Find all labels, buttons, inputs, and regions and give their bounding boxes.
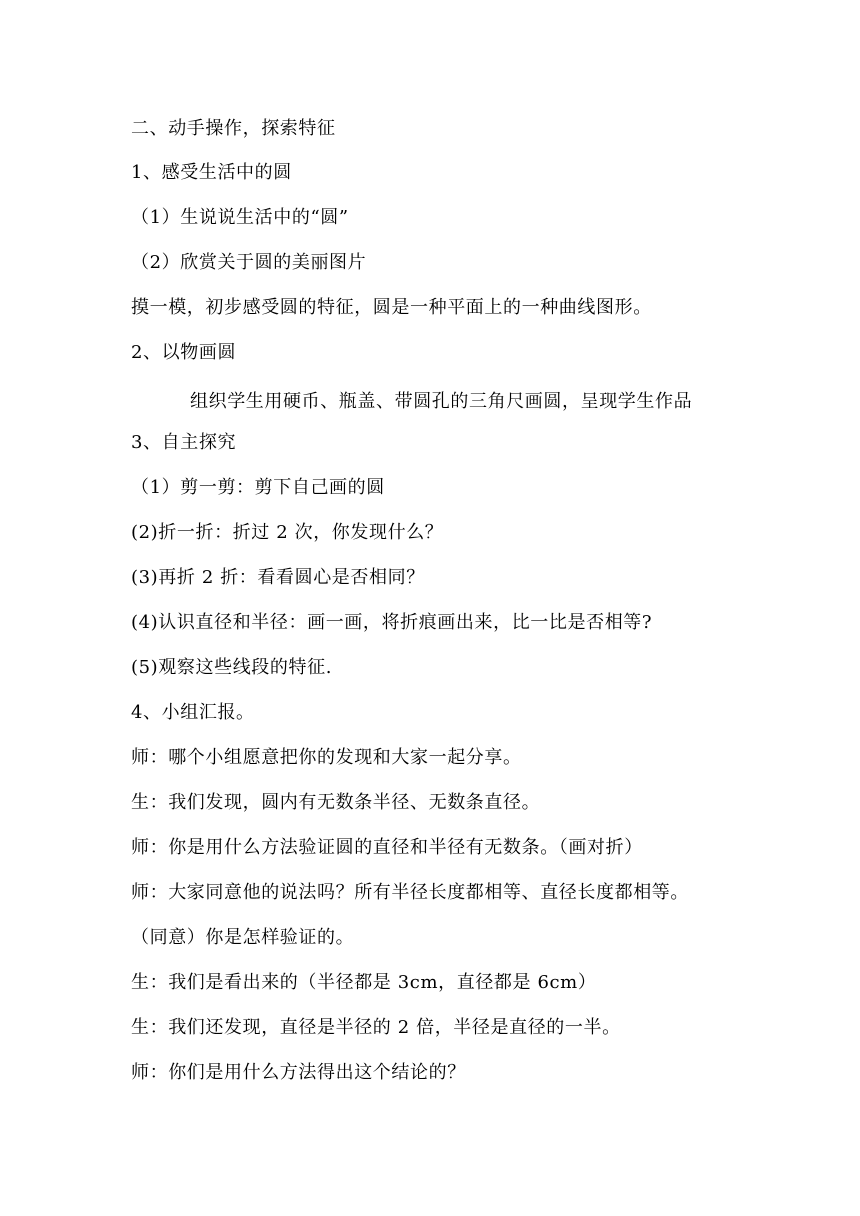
paragraph-line: （2）欣赏关于圆的美丽图片 bbox=[131, 252, 367, 273]
paragraph-line: （1）生说说生活中的“圆” bbox=[131, 207, 349, 228]
paragraph-line: (3)再折 2 折：看看圆心是否相同？ bbox=[131, 567, 425, 588]
paragraph-line: （1）剪一剪：剪下自己画的圆 bbox=[131, 477, 385, 498]
paragraph-line: 摸一模，初步感受圆的特征，圆是一种平面上的一种曲线图形。 bbox=[131, 297, 652, 318]
dialogue-line: 师：你们是用什么方法得出这个结论的？ bbox=[131, 1062, 466, 1083]
subsection-heading: 2、以物画圆 bbox=[131, 342, 237, 363]
dialogue-line: 生：我们是看出来的（半径都是 3cm，直径都是 6cm） bbox=[131, 972, 597, 993]
dialogue-line: 师：你是用什么方法验证圆的直径和半径有无数条。（画对折） bbox=[131, 837, 643, 858]
paragraph-line: (5)观察这些线段的特征. bbox=[131, 657, 333, 678]
paragraph-line: (4)认识直径和半径：画一画，将折痕画出来，比一比是否相等? bbox=[131, 612, 653, 633]
subsection-heading: 1、感受生活中的圆 bbox=[131, 162, 292, 183]
dialogue-line: （同意）你是怎样验证的。 bbox=[131, 927, 355, 948]
section-heading: 二、动手操作，探索特征 bbox=[131, 118, 336, 139]
subsection-heading: 3、自主探究 bbox=[131, 432, 237, 453]
paragraph-line: (2)折一折：折过 2 次，你发现什么？ bbox=[131, 522, 444, 543]
paragraph-line: 组织学生用硬币、瓶盖、带圆孔的三角尺画圆，呈现学生作品 bbox=[190, 391, 693, 412]
subsection-heading: 4、小组汇报。 bbox=[131, 702, 255, 723]
dialogue-line: 生：我们发现，圆内有无数条半径、无数条直径。 bbox=[131, 792, 541, 813]
dialogue-line: 生：我们还发现，直径是半径的 2 倍，半径是直径的一半。 bbox=[131, 1017, 621, 1038]
dialogue-line: 师：哪个小组愿意把你的发现和大家一起分享。 bbox=[131, 747, 522, 768]
dialogue-line: 师：大家同意他的说法吗？所有半径长度都相等、直径长度都相等。 bbox=[131, 882, 689, 903]
